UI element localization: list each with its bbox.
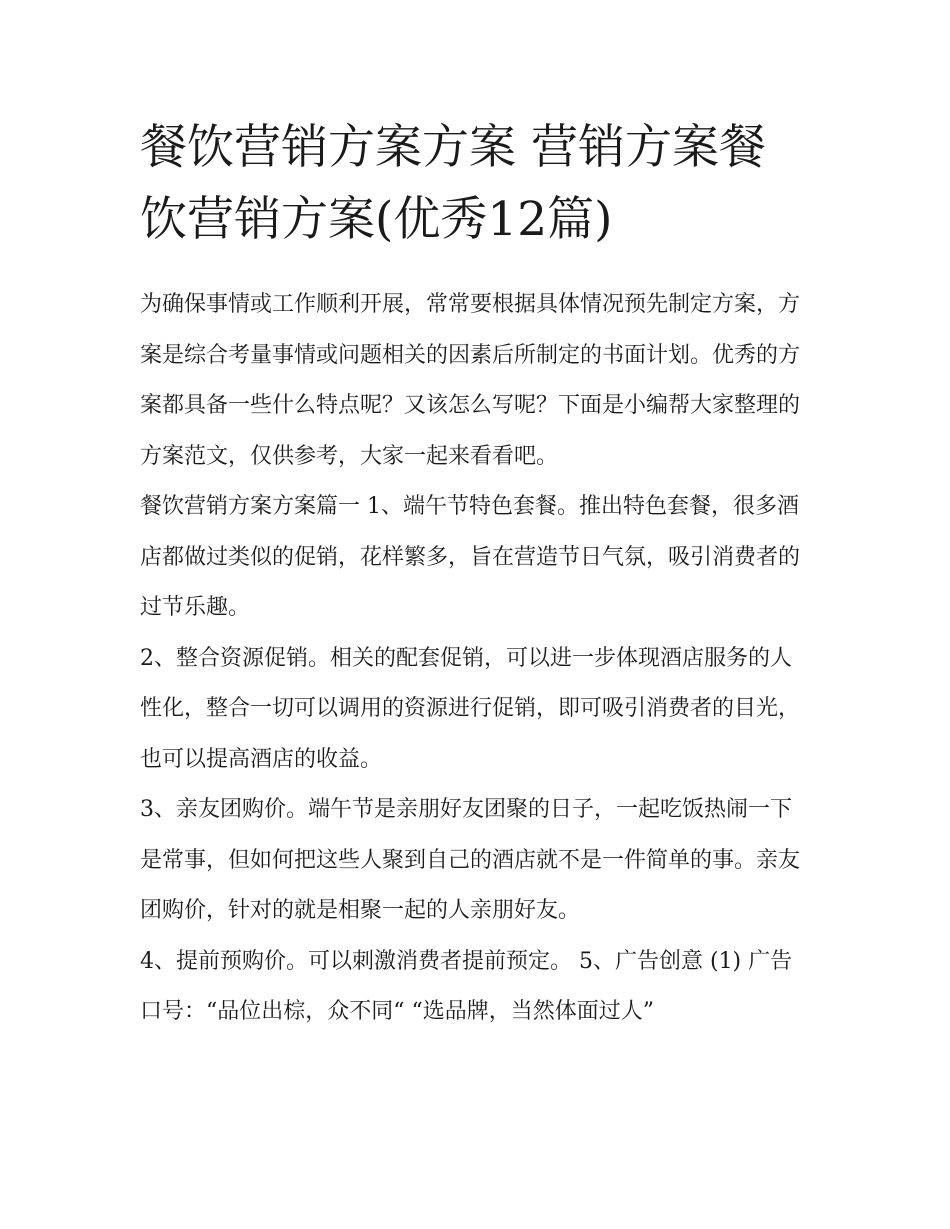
body-paragraph: 4、提前预购价。可以刺激消费者提前预定。 5、广告创意 (1) 广告口号：“品位出棕，众不同“ “选品牌，当然体面过人” [140, 948, 793, 1024]
intro-paragraph: 为确保事情或工作顺利开展，常常要根据具体情况预先制定方案，方案是综合考量事情或问题相关的因素后所制定的书面计划。优秀的方案都具备一些什么特点呢？又该怎么写呢？下面是小编帮大家整理的方案范文，仅供参考，大家一起来看看吧。 [140, 292, 801, 469]
body-paragraph: 3、亲友团购价。端午节是亲朋好友团聚的日子，一起吃饭热闹一下是常事，但如何把这些人聚到自己的酒店就不是一件简单的事。亲友团购价，针对的就是相聚一起的人亲朋好友。 [140, 797, 801, 923]
body-paragraph: 餐饮营销方案方案篇一 1、端午节特色套餐。推出特色套餐，很多酒店都做过类似的促销，花样繁多，旨在营造节日气氛，吸引消费者的过节乐趣。 [140, 494, 801, 620]
body-paragraph: 2、整合资源促销。相关的配套促销，可以进一步体现酒店服务的人性化，整合一切可以调用的资源进行促销，即可吸引消费者的目光，也可以提高酒店的收益。 [140, 645, 801, 772]
document-body [140, 280, 812, 1038]
document-page [140, 112, 812, 1038]
document-title: 餐饮营销方案方案 营销方案餐饮营销方案(优秀12篇) [140, 120, 766, 247]
